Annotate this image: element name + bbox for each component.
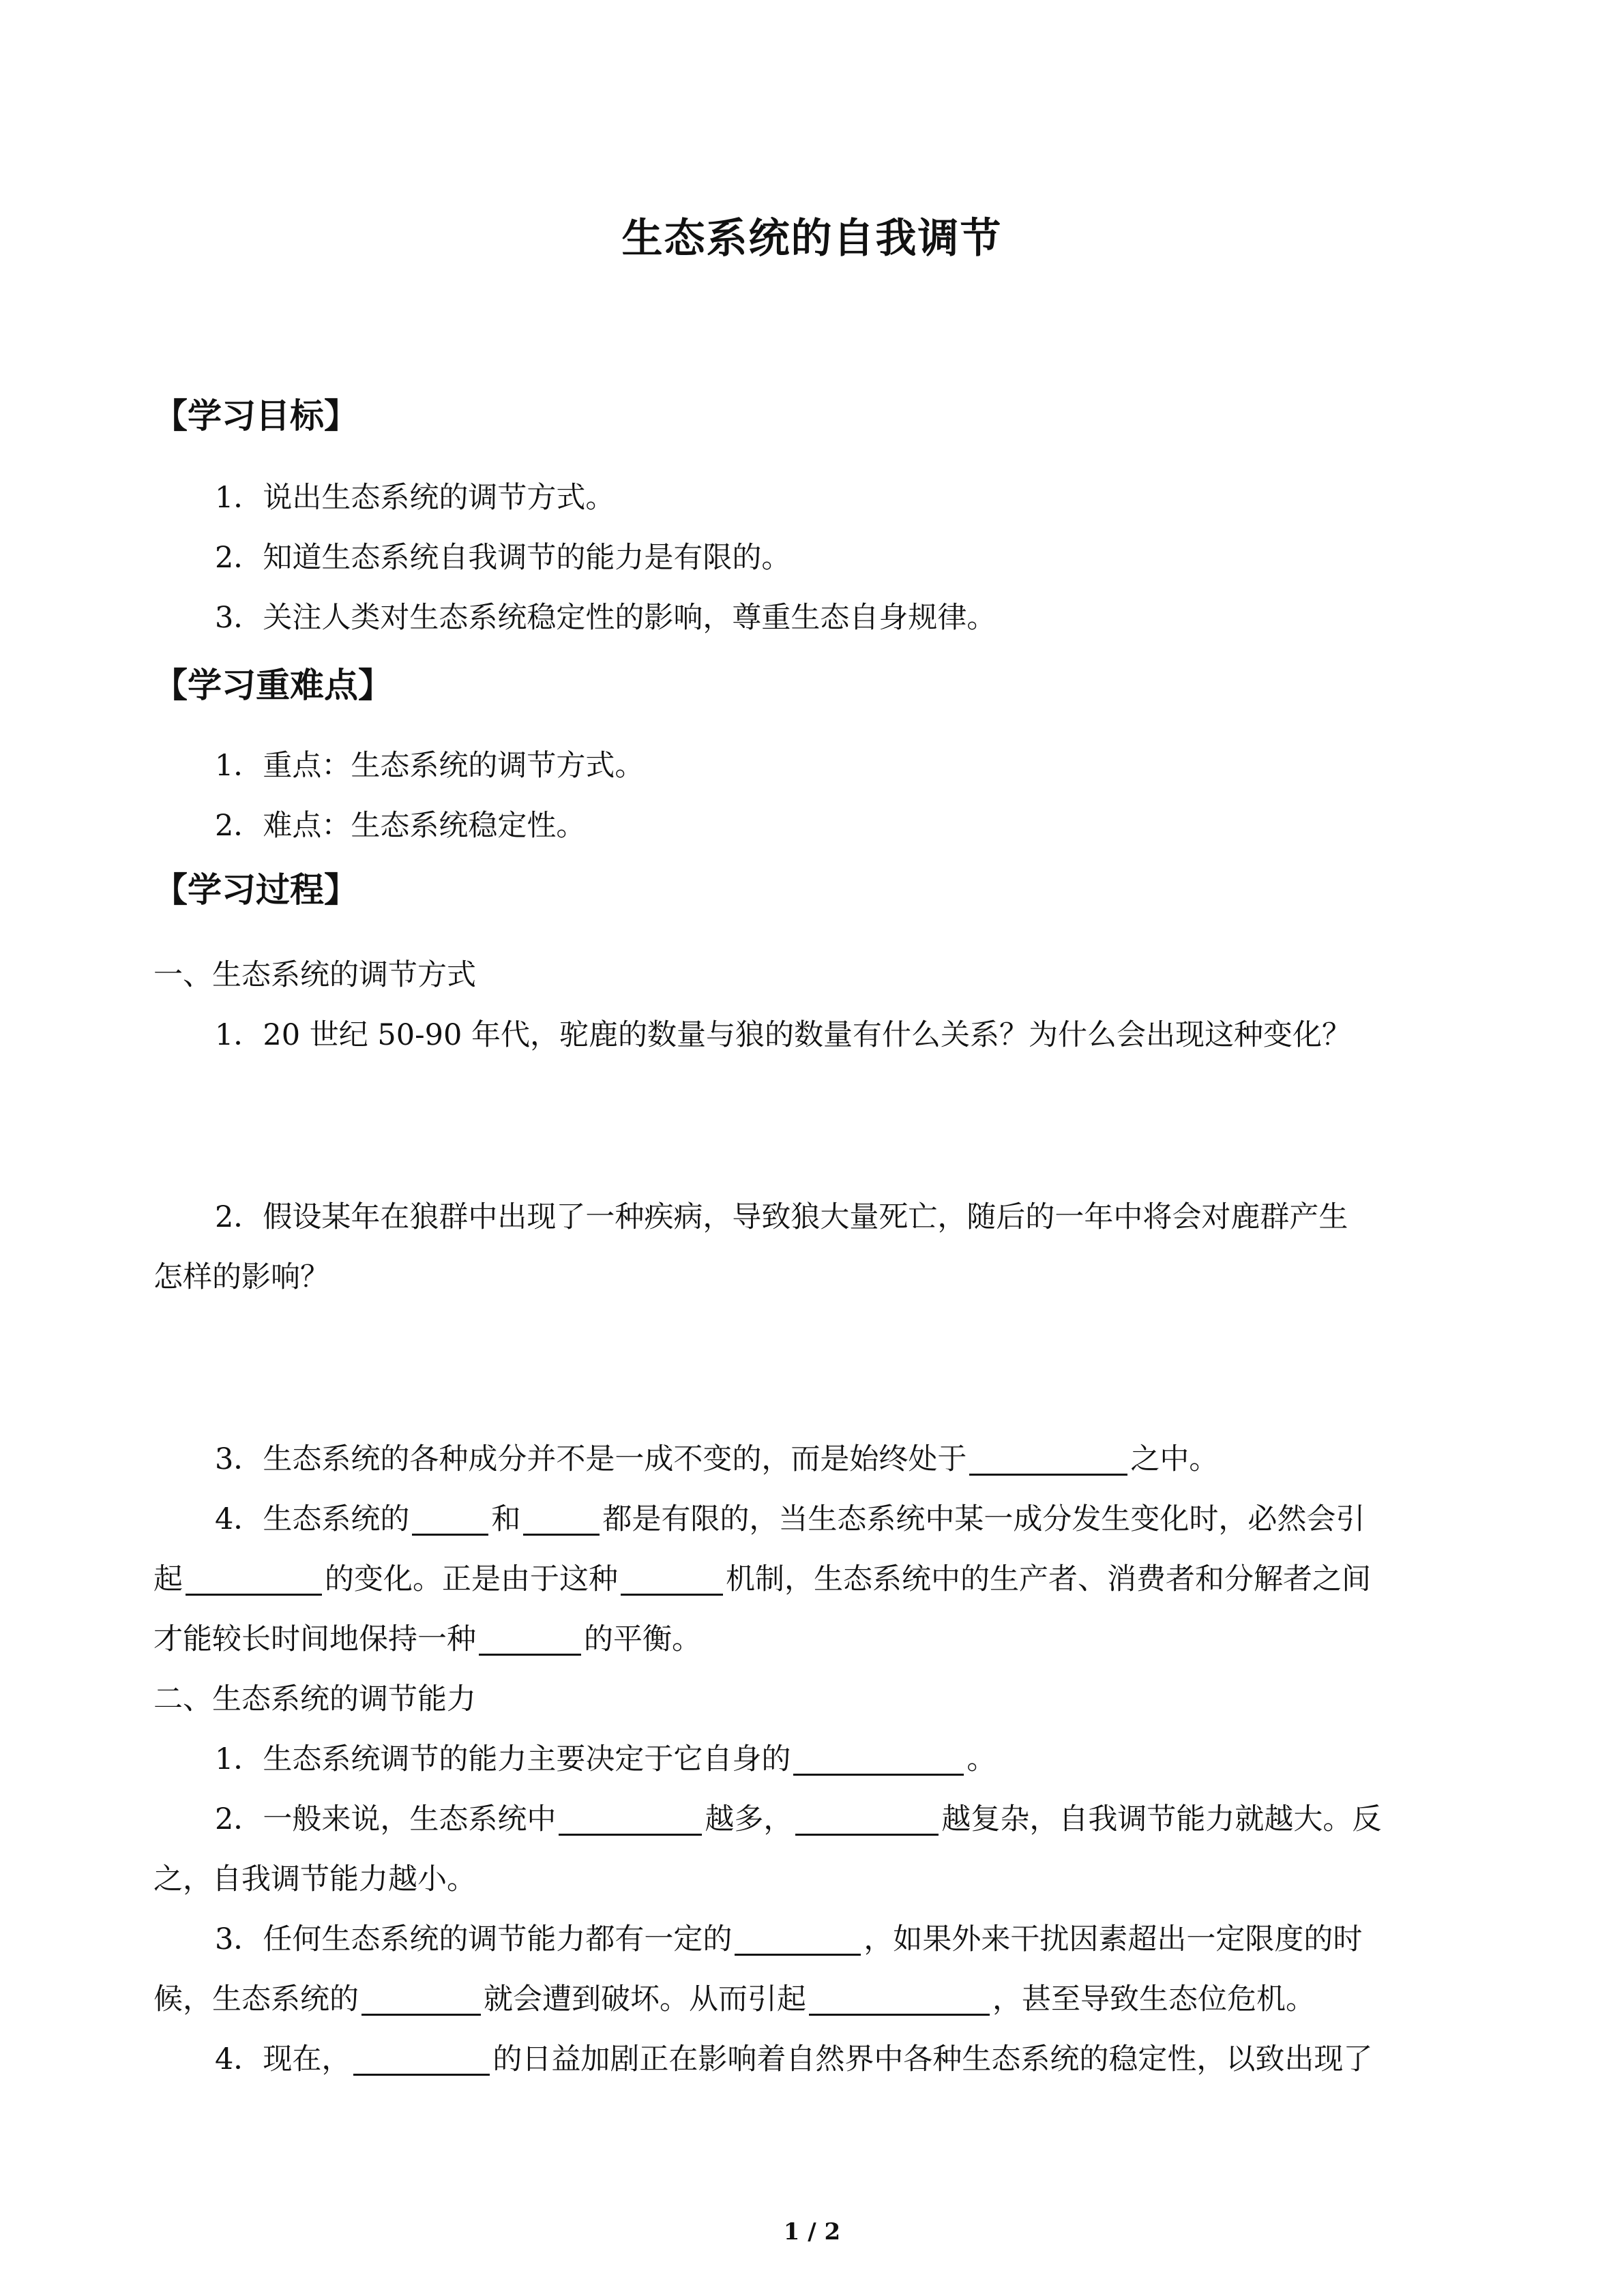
part1-question-4-line-2 [153,1552,1371,1607]
part2-question-2-line-1 [215,1792,1381,1847]
answer-blank[interactable] [353,2038,490,2076]
part1-question-2-line-1: 2．假设某年在狼群中出现了一种疾病，导致狼大量死亡，随后的一年中将会对鹿群产生 [215,1200,1348,1234]
part1-question-4-line-3 [153,1612,701,1667]
part1-question-4-line-1 [215,1492,1365,1547]
answer-blank[interactable] [559,1798,702,1836]
question-text: 候，生态系统的 [153,1982,359,2016]
question-text: 越复杂，自我调节能力就越大。反 [941,1802,1382,1836]
question-text: 和 [491,1502,521,1536]
part2-question-2-line-2: 之，自我调节能力越小。 [153,1862,476,1896]
question-text: 4．现在， [215,2042,351,2076]
key-point-item-1: 1．重点：生态系统的调节方式。 [215,749,645,783]
answer-blank[interactable] [809,1978,990,2016]
part1-title: 一、生态系统的调节方式 [153,958,476,992]
answer-blank[interactable] [969,1438,1127,1476]
answer-blank[interactable] [186,1558,322,1596]
part2-question-3-line-1 [215,1912,1362,1967]
question-text: 起 [153,1562,183,1596]
question-text: 机制，生态系统中的生产者、消费者和分解者之间 [726,1562,1371,1596]
part2-question-1 [215,1732,996,1787]
question-text: 2．一般来说，生态系统中 [215,1802,557,1836]
question-text: 的平衡。 [584,1622,701,1656]
question-text: ，如果外来干扰因素超出一定限度的时 [863,1922,1363,1956]
document-title: 生态系统的自我调节 [621,215,1003,263]
question-text: 1．生态系统调节的能力主要决定于它自身的 [215,1742,791,1776]
question-text: 越多， [705,1802,793,1836]
goal-item-2: 2．知道生态系统自我调节的能力是有限的。 [215,541,791,575]
question-text: 都是有限的，当生态系统中某一成分发生变化时，必然会引 [602,1502,1365,1536]
section-heading-goals: 【学习目标】 [153,396,358,436]
question-text: 3．任何生态系统的调节能力都有一定的 [215,1922,733,1956]
question-text: 。 [966,1742,996,1776]
key-point-item-2: 2．难点：生态系统稳定性。 [215,809,586,843]
goal-item-3: 3．关注人类对生态系统稳定性的影响，尊重生态自身规律。 [215,601,996,635]
part1-question-3 [215,1432,1218,1487]
answer-blank[interactable] [621,1558,723,1596]
question-text: 就会遭到破坏。从而引起 [484,1982,806,2016]
question-text: 的变化。正是由于这种 [325,1562,618,1596]
answer-blank[interactable] [523,1498,600,1536]
question-text: 3．生态系统的各种成分并不是一成不变的，而是始终处于 [215,1442,967,1476]
answer-blank[interactable] [361,1978,481,2016]
part1-question-1: 1．20 世纪 50-90 年代，驼鹿的数量与狼的数量有什么关系？为什么会出现这种变化？ [215,1018,1352,1052]
question-text: 的日益加剧正在影响着自然界中各种生态系统的稳定性，以致出现了 [492,2042,1373,2076]
section-heading-key-points: 【学习重难点】 [153,666,392,705]
part2-question-4 [215,2032,1372,2087]
answer-blank[interactable] [479,1618,581,1656]
goal-item-1: 1．说出生态系统的调节方式。 [215,481,615,515]
answer-blank[interactable] [735,1918,861,1956]
question-text: 才能较长时间地保持一种 [153,1622,476,1656]
part2-question-3-line-2 [153,1972,1315,2027]
question-text: 之中。 [1130,1442,1219,1476]
part1-question-2-line-2: 怎样的影响？ [153,1260,329,1294]
section-heading-process: 【学习过程】 [153,870,358,910]
answer-blank[interactable] [793,1738,964,1776]
page-number: 1 / 2 [783,2218,841,2246]
answer-blank[interactable] [795,1798,939,1836]
question-text: 4．生态系统的 [215,1502,410,1536]
question-text: ，甚至导致生态位危机。 [992,1982,1315,2016]
answer-blank[interactable] [412,1498,488,1536]
part2-title: 二、生态系统的调节能力 [153,1682,476,1716]
